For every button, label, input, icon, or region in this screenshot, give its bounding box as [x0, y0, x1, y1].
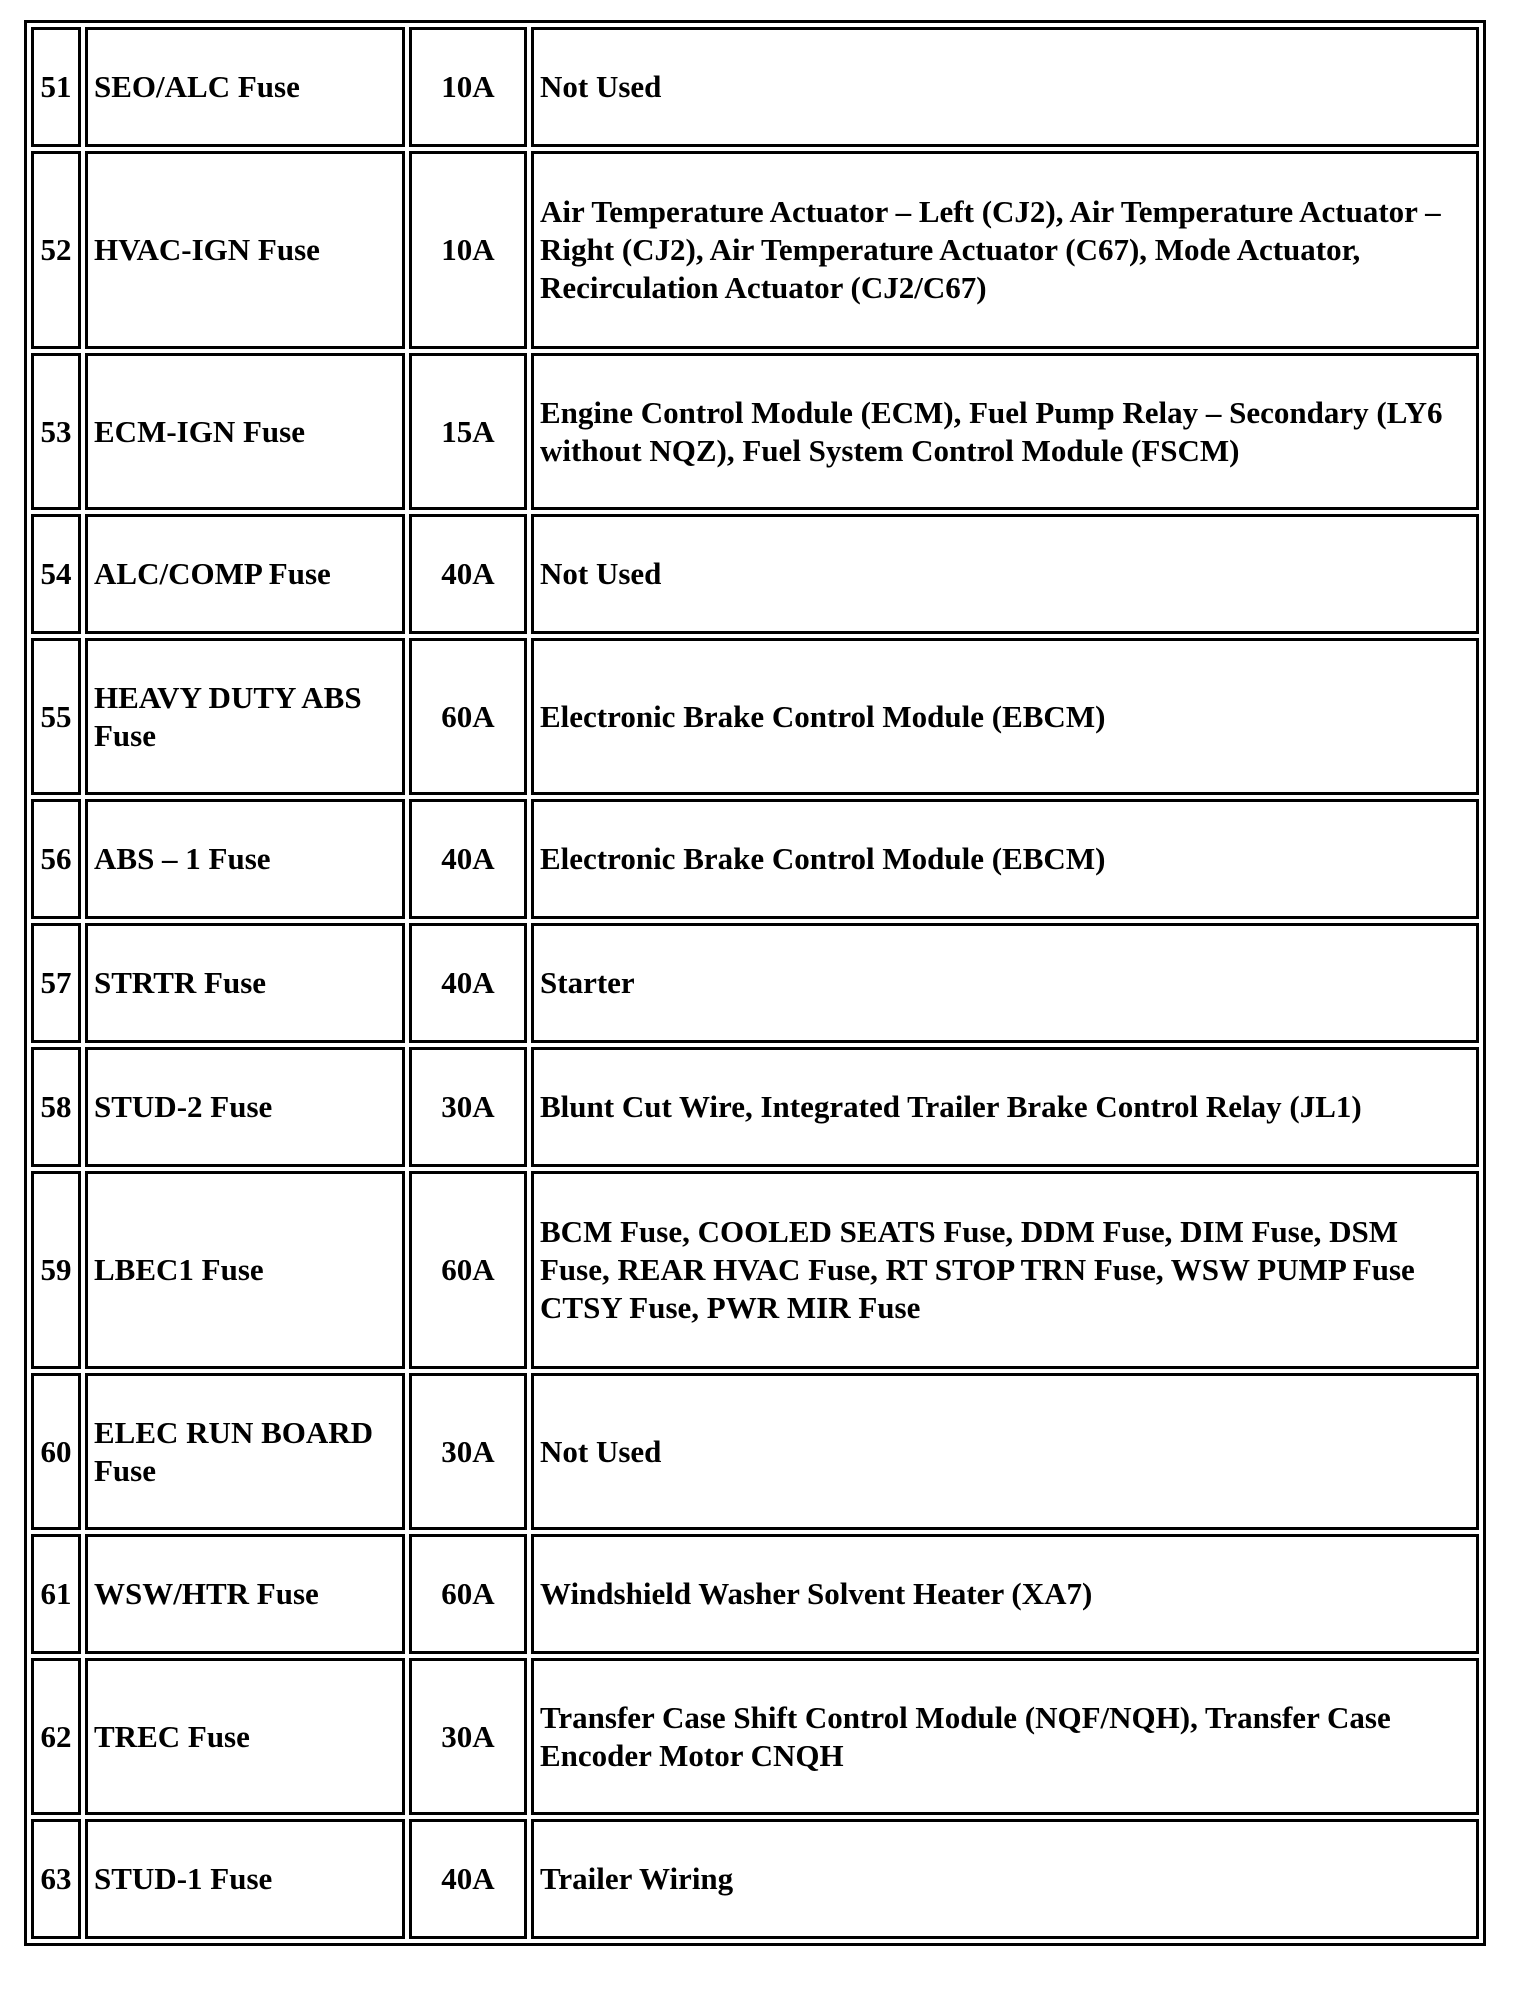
- fuse-circuit-description: Starter: [531, 923, 1479, 1043]
- table-row: [31, 151, 1479, 349]
- fuse-amperage: 15A: [409, 353, 527, 510]
- fuse-number: 52: [31, 151, 81, 349]
- fuse-amperage: 30A: [409, 1047, 527, 1167]
- fuse-amperage: 10A: [409, 27, 527, 147]
- fuse-circuit-description: Electronic Brake Control Module (EBCM): [531, 799, 1479, 919]
- fuse-name: HEAVY DUTY ABS Fuse: [85, 638, 405, 795]
- fuse-number: 60: [31, 1373, 81, 1530]
- fuse-circuit-description: Engine Control Module (ECM), Fuel Pump Relay – Secondary (LY6 without NQZ), Fuel System Control Module (FSCM): [531, 353, 1479, 510]
- fuse-amperage: 10A: [409, 151, 527, 349]
- table-row: [31, 353, 1479, 510]
- fuse-name: WSW/HTR Fuse: [85, 1534, 405, 1654]
- fuse-number: 58: [31, 1047, 81, 1167]
- table-row: [31, 27, 1479, 147]
- table-row: [31, 1658, 1479, 1815]
- fuse-amperage: 30A: [409, 1373, 527, 1530]
- fuse-table: [24, 20, 1486, 1946]
- fuse-amperage: 60A: [409, 638, 527, 795]
- fuse-name: ELEC RUN BOARD Fuse: [85, 1373, 405, 1530]
- fuse-amperage: 40A: [409, 923, 527, 1043]
- fuse-number: 54: [31, 514, 81, 634]
- fuse-name: ECM-IGN Fuse: [85, 353, 405, 510]
- fuse-number: 57: [31, 923, 81, 1043]
- table-row: [31, 514, 1479, 634]
- fuse-circuit-description: Transfer Case Shift Control Module (NQF/NQH), Transfer Case Encoder Motor CNQH: [531, 1658, 1479, 1815]
- fuse-circuit-description: BCM Fuse, COOLED SEATS Fuse, DDM Fuse, DIM Fuse, DSM Fuse, REAR HVAC Fuse, RT STOP TRN Fuse, WSW PUMP Fuse CTSY Fuse, PWR MIR Fuse: [531, 1171, 1479, 1369]
- fuse-name: ALC/COMP Fuse: [85, 514, 405, 634]
- fuse-name: STUD-2 Fuse: [85, 1047, 405, 1167]
- fuse-circuit-description: Not Used: [531, 514, 1479, 634]
- fuse-amperage: 60A: [409, 1171, 527, 1369]
- fuse-name: STUD-1 Fuse: [85, 1819, 405, 1939]
- fuse-name: ABS – 1 Fuse: [85, 799, 405, 919]
- fuse-amperage: 30A: [409, 1658, 527, 1815]
- fuse-number: 62: [31, 1658, 81, 1815]
- fuse-circuit-description: Not Used: [531, 1373, 1479, 1530]
- table-row: [31, 1171, 1479, 1369]
- fuse-circuit-description: Not Used: [531, 27, 1479, 147]
- fuse-circuit-description: Windshield Washer Solvent Heater (XA7): [531, 1534, 1479, 1654]
- table-row: [31, 1534, 1479, 1654]
- table-row: [31, 1819, 1479, 1939]
- table-row: [31, 799, 1479, 919]
- fuse-circuit-description: Trailer Wiring: [531, 1819, 1479, 1939]
- fuse-number: 55: [31, 638, 81, 795]
- fuse-name: TREC Fuse: [85, 1658, 405, 1815]
- fuse-number: 56: [31, 799, 81, 919]
- fuse-name: HVAC-IGN Fuse: [85, 151, 405, 349]
- fuse-number: 61: [31, 1534, 81, 1654]
- table-row: [31, 1373, 1479, 1530]
- fuse-amperage: 40A: [409, 799, 527, 919]
- fuse-circuit-description: Blunt Cut Wire, Integrated Trailer Brake Control Relay (JL1): [531, 1047, 1479, 1167]
- fuse-name: LBEC1 Fuse: [85, 1171, 405, 1369]
- fuse-number: 51: [31, 27, 81, 147]
- fuse-name: STRTR Fuse: [85, 923, 405, 1043]
- fuse-number: 53: [31, 353, 81, 510]
- table-row: [31, 638, 1479, 795]
- fuse-number: 59: [31, 1171, 81, 1369]
- fuse-amperage: 60A: [409, 1534, 527, 1654]
- fuse-amperage: 40A: [409, 1819, 527, 1939]
- fuse-amperage: 40A: [409, 514, 527, 634]
- fuse-circuit-description: Air Temperature Actuator – Left (CJ2), Air Temperature Actuator – Right (CJ2), Air Temperature Actuator (C67), Mode Actuator, Recirculation Actuator (CJ2/C67): [531, 151, 1479, 349]
- fuse-number: 63: [31, 1819, 81, 1939]
- fuse-circuit-description: Electronic Brake Control Module (EBCM): [531, 638, 1479, 795]
- fuse-name: SEO/ALC Fuse: [85, 27, 405, 147]
- table-row: [31, 923, 1479, 1043]
- table-row: [31, 1047, 1479, 1167]
